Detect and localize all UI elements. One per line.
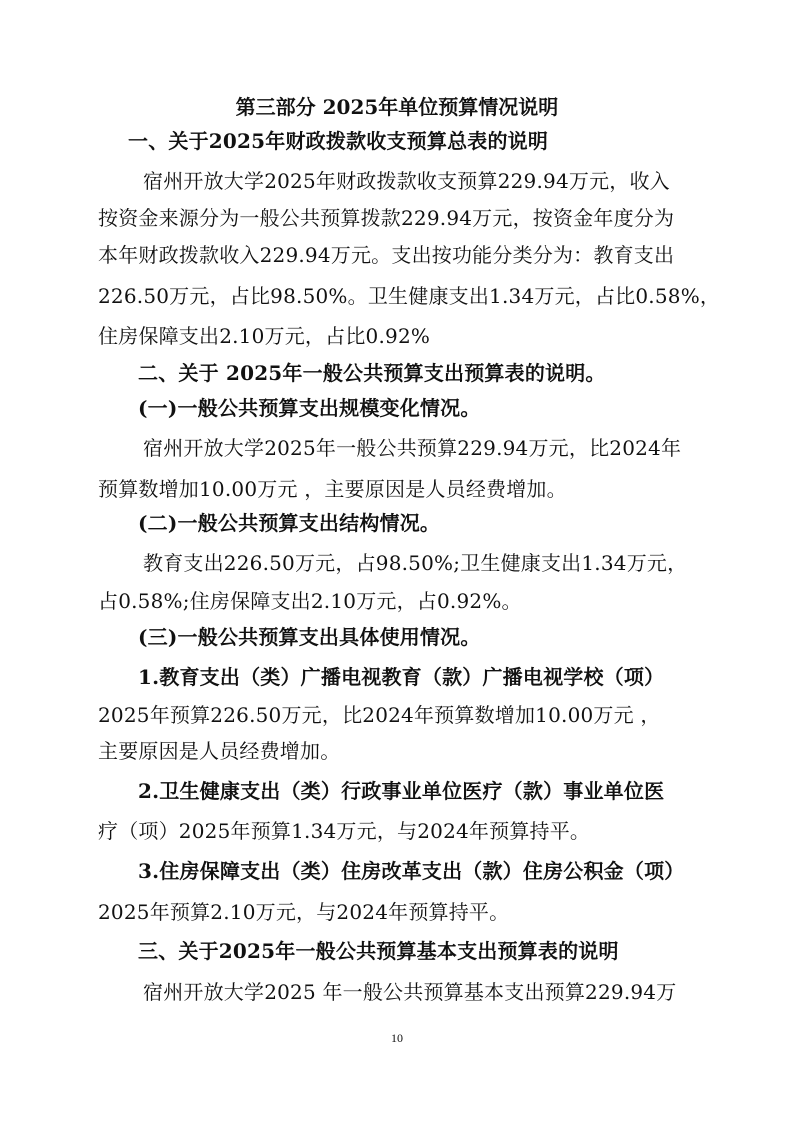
paragraph-line: 主要原因是人员经费增加。	[98, 739, 341, 763]
paragraph-line: 226.50万元，占比98.50%。卫生健康支出1.34万元，占比0.58%，	[98, 284, 721, 308]
subheading-3: (三)一般公共预算支出具体使用情况。	[138, 625, 481, 649]
page-number: 10	[391, 1031, 403, 1045]
paragraph-line: 2025年预算226.50万元，比2024年预算数增加10.00万元 ，	[98, 703, 661, 727]
paragraph-line: 教育支出226.50万元，占98.50%;卫生健康支出1.34万元，	[143, 551, 688, 575]
item-heading-1: 1.教育支出（类）广播电视教育（款）广播电视学校（项）	[138, 665, 665, 689]
paragraph-line: 宿州开放大学2025年一般公共预算229.94万元，比2024年	[143, 436, 682, 460]
subheading-1: (一)一般公共预算支出规模变化情况。	[138, 396, 481, 420]
paragraph-line: 本年财政拨款收入229.94万元。支出按功能分类分为：教育支出	[98, 243, 675, 267]
paragraph-line: 占0.58%;住房保障支出2.10万元，占0.92%。	[98, 589, 522, 613]
section-heading-2: 二、关于 2025年一般公共预算支出预算表的说明。	[138, 361, 606, 385]
page-title: 第三部分 2025年单位预算情况说明	[235, 95, 559, 119]
paragraph-line: 按资金来源分为一般公共预算拨款229.94万元，按资金年度分为	[98, 206, 675, 230]
paragraph-line: 宿州开放大学2025年财政拨款收支预算229.94万元，收入	[143, 169, 670, 193]
item-heading-3: 3.住房保障支出（类）住房改革支出（款）住房公积金（项）	[138, 859, 685, 883]
paragraph-line: 宿州开放大学2025 年一般公共预算基本支出预算229.94万	[143, 980, 677, 1004]
item-heading-2: 2.卫生健康支出（类）行政事业单位医疗（款）事业单位医	[138, 779, 665, 803]
paragraph-line: 2025年预算2.10万元，与2024年预算持平。	[98, 900, 510, 924]
subheading-2: (二)一般公共预算支出结构情况。	[138, 511, 441, 535]
paragraph-line: 住房保障支出2.10万元，占比0.92%	[98, 324, 431, 348]
paragraph-line: 预算数增加10.00万元 ，主要原因是人员经费增加。	[98, 477, 567, 501]
section-heading-1: 一、关于2025年财政拨款收支预算总表的说明	[128, 129, 549, 153]
paragraph-line: 疗（项）2025年预算1.34万元，与2024年预算持平。	[98, 819, 591, 843]
section-heading-3: 三、关于2025年一般公共预算基本支出预算表的说明	[138, 939, 619, 963]
